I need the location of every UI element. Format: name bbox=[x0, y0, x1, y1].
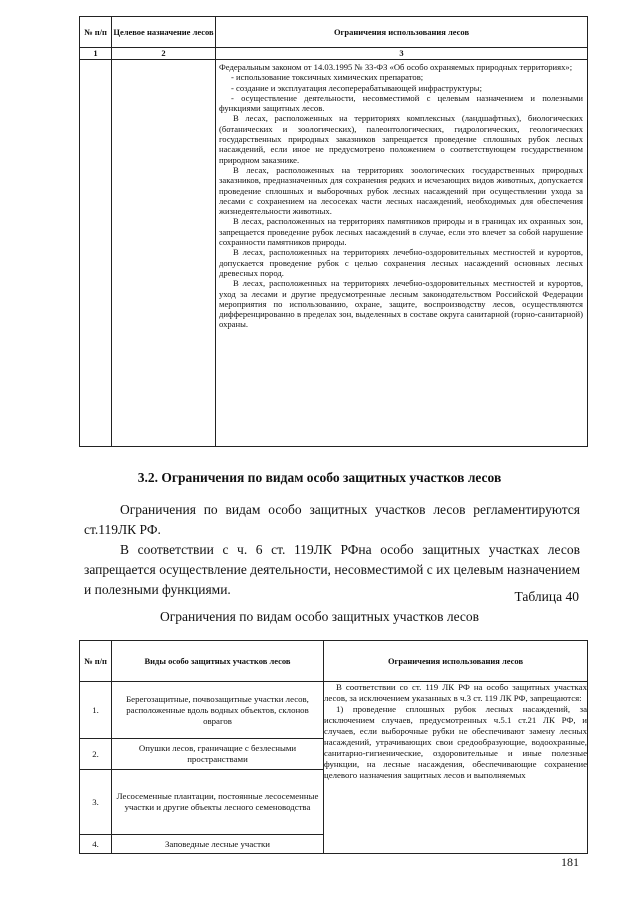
area-kind: Заповедные лесные участки bbox=[112, 835, 324, 854]
section-title: 3.2. Ограничения по видам особо защитных участков лесов bbox=[137, 470, 502, 485]
column-number-row bbox=[80, 48, 588, 60]
protective-areas-table bbox=[79, 640, 588, 854]
empty-cell bbox=[80, 60, 112, 447]
restriction-paragraph: В лесах, расположенных на территориях лечебно-оздоровительных местностей и курортов, допускается проведение рубок с целью сохранения лесных насаждений основных лесных древесных пород. bbox=[219, 247, 583, 278]
header-purpose: Целевое назначение лесов bbox=[112, 17, 216, 48]
restriction-paragraph: В лесах, расположенных на территориях лечебно-оздоровительных местностей и курортов, уход за лесами и другие предусмотренные лесным законодательством Российской Федерации мероприятия по использованию, охране, защите, воспроизводству лесов, осуществляются дифференцированно в пределах зон, выделенных в составе округа санитарной (горно-санитарной) охраны. bbox=[219, 278, 583, 330]
area-kind: Лесосеменные плантации, постоянные лесосеменные участки и другие объекты лесного семеноводства bbox=[112, 770, 324, 835]
restriction-paragraph: В соответствии со ст. 119 ЛК РФ на особо защитных участках лесов, за исключением указанных в ч.3 ст. 119 ЛК РФ, запрещаются: bbox=[324, 682, 587, 703]
row-number: 4. bbox=[80, 835, 112, 854]
empty-cell bbox=[112, 60, 216, 447]
table-number: Таблица 40 bbox=[514, 589, 579, 604]
area-kind: Берегозащитные, почвозащитные участки лесов, расположенные вдоль водных объектов, склонов оврагов bbox=[112, 682, 324, 739]
header-area-kind: Виды особо защитных участков лесов bbox=[112, 641, 324, 682]
row-number: 3. bbox=[80, 770, 112, 835]
column-number: 3 bbox=[216, 48, 588, 60]
restriction-paragraph: В лесах, расположенных на территориях зоологических государственных природных заказников, предназначенных для сохранения редких и исчезающих видов животных, допускается проведение сплошных и выборочных рубок лесных насаждений при осуществлении ухода за лесами с сохранением на лесосеках части лесных насаждений, необходимых для обеспечения жизнедеятельности животных. bbox=[219, 164, 583, 217]
table-caption: Ограничения по видам особо защитных участков лесов bbox=[159, 609, 480, 624]
body-paragraph: Ограничения по видам особо защитных участков лесов регламентируются ст.119ЛК РФ. bbox=[84, 502, 580, 537]
restriction-paragraph: - осуществление деятельности, несовместимой с целевым назначением и полезными функциями защитных лесов. bbox=[219, 92, 583, 114]
table-row bbox=[80, 60, 588, 447]
area-kind: Опушки лесов, граничащие с безлесными пространствами bbox=[112, 739, 324, 770]
column-number: 1 bbox=[80, 48, 112, 60]
restrictions-cell bbox=[324, 682, 588, 854]
header-restrictions: Ограничения использования лесов bbox=[324, 641, 588, 682]
body-paragraph: В соответствии с ч. 6 ст. 119ЛК РФна особо защитных участках лесов запрещается осуществление деятельности, несовместимой с их целевым назначением и полезными функциями. bbox=[84, 542, 580, 597]
row-number: 1. bbox=[80, 682, 112, 739]
restriction-paragraph: - создание и эксплуатация лесоперерабатывающей инфраструктуры; bbox=[231, 82, 482, 93]
restriction-paragraph: В лесах, расположенных на территориях памятников природы и в границах их охранных зон, запрещается проведение рубок лесных насаждений в случае, если это влечет за собой нарушение сохранности памятников природы. bbox=[219, 216, 583, 248]
restriction-paragraph: - использование токсичных химических препаратов; bbox=[231, 72, 424, 83]
restriction-paragraph: 1) проведение сплошных рубок лесных насаждений, за исключением случаев, предусмотренных ч.5.1 ст.21 ЛК РФ, и случаев, если выборочные рубки не обеспечивают замену лесных насаждений, утрачивающих свои средообразующие, водоохранные, санитарно-гигиенические, оздоровительные и иные полезные функции, на лесные насаждения, обеспечивающие сохранение целевого назначения защитных лесов и выполняемых bbox=[324, 704, 587, 780]
table-row bbox=[80, 682, 588, 739]
restrictions-continuation-table bbox=[79, 16, 588, 447]
restrictions-cell bbox=[216, 60, 588, 447]
restriction-paragraph: Федеральным законом от 14.03.1995 № 33-ФЗ «Об особо охраняемых природных территориях»; bbox=[219, 62, 573, 72]
table-header-row bbox=[80, 641, 588, 682]
table-header-row bbox=[80, 17, 588, 48]
column-number: 2 bbox=[112, 48, 216, 60]
page-number: 181 bbox=[561, 855, 579, 869]
header-number: № п/п bbox=[80, 641, 112, 682]
restriction-paragraph: В лесах, расположенных на территориях комплексных (ландшафтных), биологических (ботанических и зоологических), палеонтологических, гидрологических, геологических государственных природных заказников запрещается проведение сплошных рубок лесных насаждений, если иное не предусмотрено положением о соответствующем государственном природном заказнике. bbox=[219, 113, 583, 165]
row-number: 2. bbox=[80, 739, 112, 770]
header-number: № п/п bbox=[80, 17, 112, 48]
header-restrictions: Ограничения использования лесов bbox=[216, 17, 588, 48]
